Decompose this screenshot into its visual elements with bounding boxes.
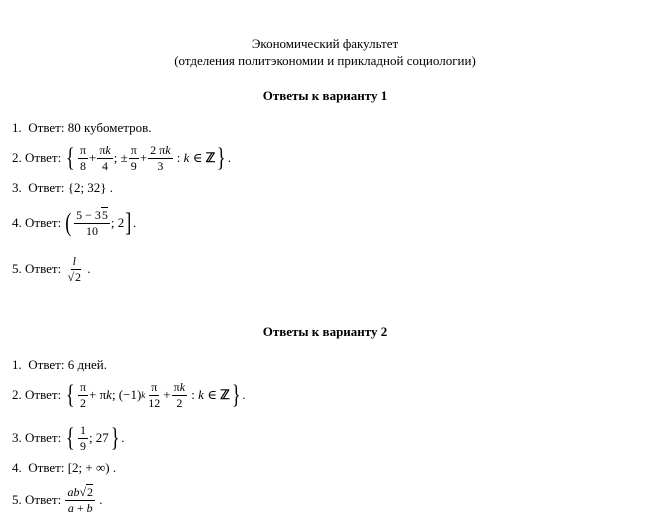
answer-formula: ( $\frac{5 - 35}{10}$ ; 2 ] . [65, 207, 137, 238]
answer-label: Ответ: [28, 460, 65, 475]
item-number: 4. [12, 460, 22, 475]
answer-item [12, 180, 113, 196]
answer-item [12, 202, 136, 244]
item-number: 4. [12, 215, 22, 230]
item-number: 2. [12, 150, 22, 165]
item-number: 3. [12, 430, 22, 445]
answer-item [12, 138, 231, 178]
faculty-title: Экономический факультет [251, 36, 399, 51]
answer-item [12, 460, 116, 476]
faculty-subtitle: (отделения политэкономии и прикладной социологии) [174, 53, 476, 68]
item-number: 2. [12, 387, 22, 402]
answer-label: Ответ: [25, 430, 62, 445]
answer-item [12, 357, 107, 373]
item-number: 1. [12, 120, 22, 135]
item-number: 5. [12, 261, 22, 276]
answer-label: Ответ: [25, 215, 62, 230]
answer-item [12, 249, 91, 289]
variant1-heading: Ответы к варианту 1 [262, 88, 388, 103]
answer-text: 80 кубометров. [67, 120, 152, 135]
item-number: 3. [12, 180, 22, 195]
answer-text: {2; 32} . [67, 180, 114, 195]
answer-formula: $\frac{l}{√2}$ . [67, 253, 91, 284]
answer-item [12, 375, 245, 415]
answer-formula: { $\frac{\pi}{8}$ + $\frac{\pi k}{4}$ ; ± $\frac{\pi}{9}$ + $\frac{2 \pi k}{3}$ : k ∈ ℤ } . [66, 142, 231, 173]
answer-formula: $\frac{ab√2}{a + b}$ . [67, 484, 103, 515]
answer-label: Ответ: [28, 357, 65, 372]
answer-formula: { $\frac{1}{9}$ ; 27 } . [66, 422, 125, 453]
answer-item [12, 418, 125, 458]
item-number: 1. [12, 357, 22, 372]
answer-label: Ответ: [25, 492, 62, 507]
answer-label: Ответ: [25, 150, 62, 165]
answer-label: Ответ: [28, 120, 65, 135]
answer-item [12, 480, 103, 520]
answer-item [12, 120, 152, 136]
item-number: 5. [12, 492, 22, 507]
answer-label: Ответ: [25, 387, 62, 402]
answer-formula: { $\frac{\pi}{2}$ + π k ; (−1) k $\frac{\pi}{12}$ + $\frac{\pi k}{2}$ : k ∈ ℤ } . [66, 379, 246, 410]
answer-text: 6 дней. [67, 357, 108, 372]
answer-label: Ответ: [25, 261, 62, 276]
variant2-heading: Ответы к варианту 2 [262, 324, 388, 339]
answer-label: Ответ: [28, 180, 65, 195]
answer-text: [2; + ∞) . [67, 460, 117, 475]
